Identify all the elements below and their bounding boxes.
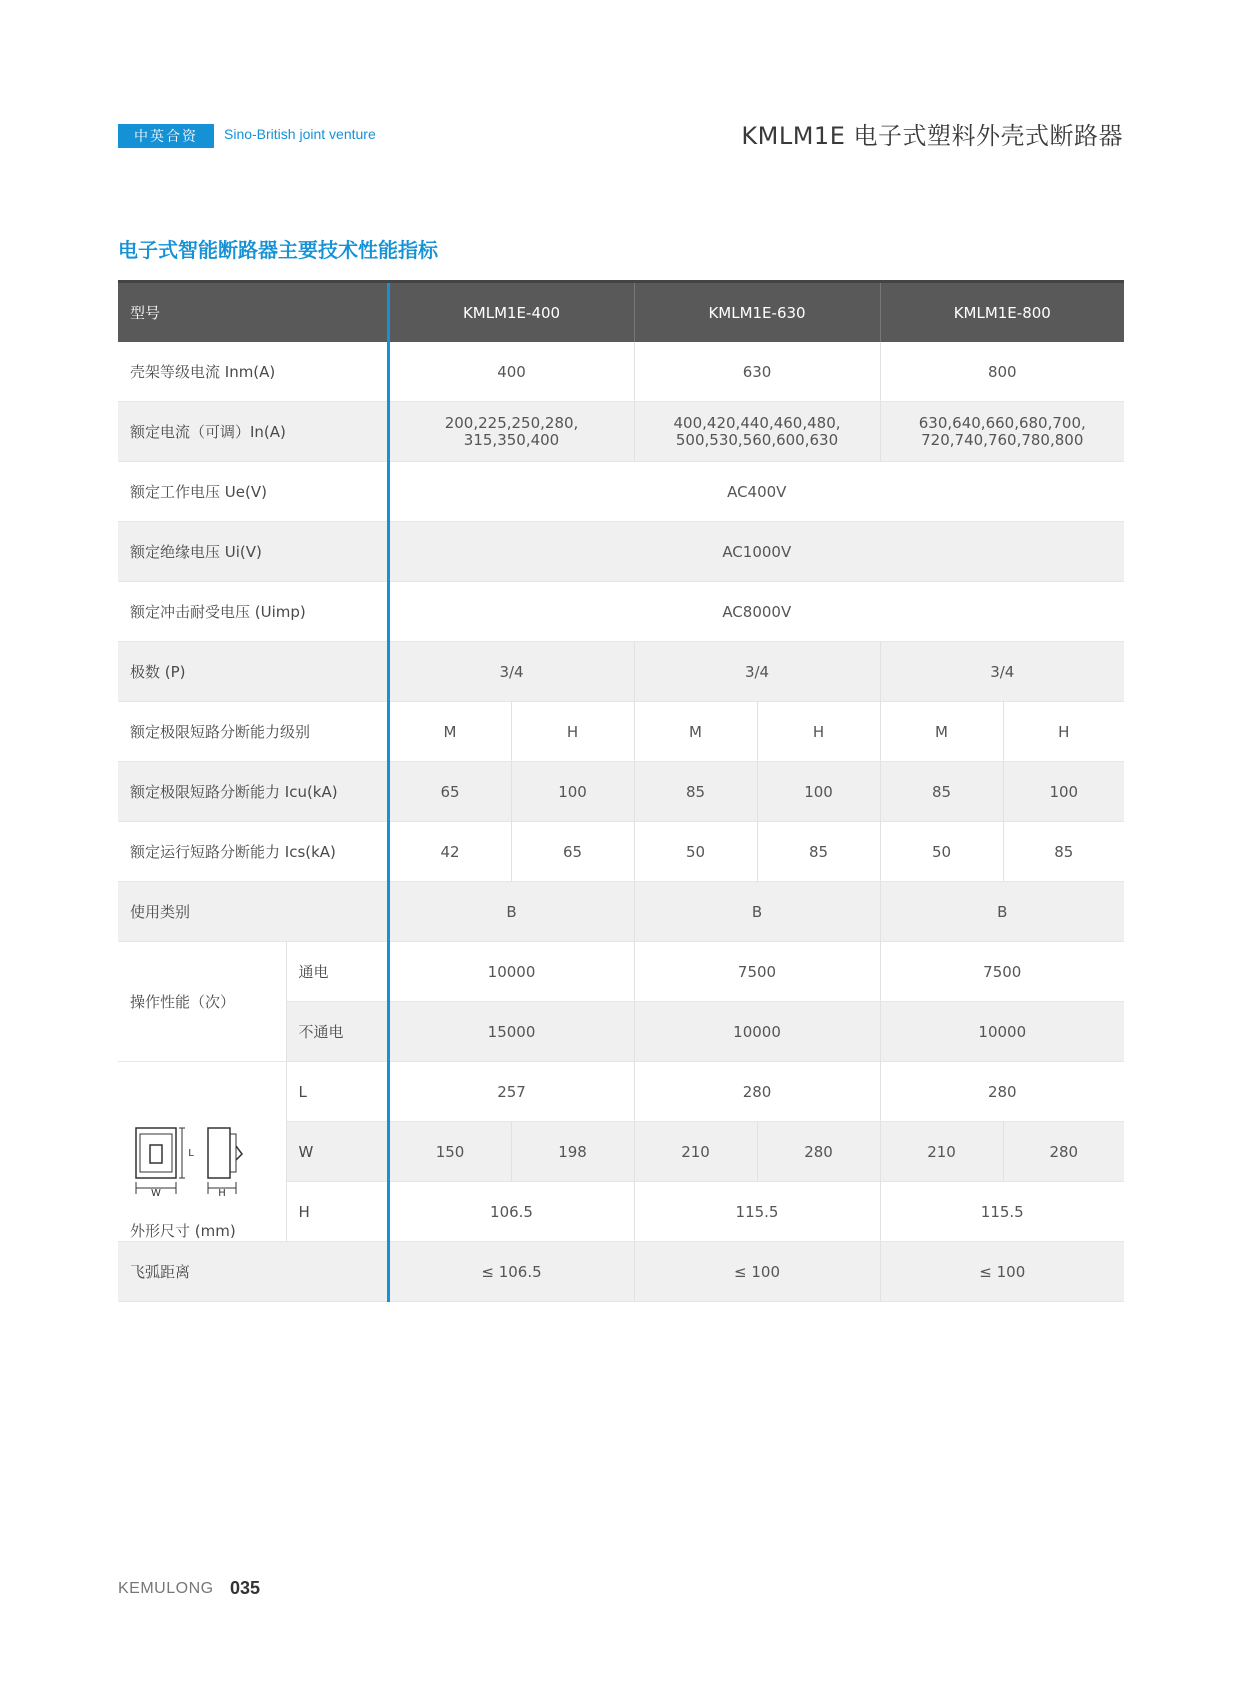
table-row [118, 1242, 1124, 1302]
table-row [118, 1062, 1124, 1122]
cell: 42 [388, 822, 511, 882]
cell: ≤ 100 [880, 1242, 1124, 1302]
cell: H [511, 702, 634, 762]
cell: 280 [634, 1062, 880, 1122]
row-label: 外形尺寸 (mm) [130, 1222, 236, 1240]
cell: 85 [757, 822, 880, 882]
footer-brand: KEMULONG [118, 1580, 214, 1597]
row-label: 极数 (P) [118, 642, 388, 702]
row-label: 额定极限短路分断能力 Icu(kA) [118, 762, 388, 822]
table-row [118, 702, 1124, 762]
table-row [118, 822, 1124, 882]
table-row [118, 522, 1124, 582]
row-label: 额定电流（可调）In(A) [118, 402, 388, 462]
cell: M [634, 702, 757, 762]
cell: 280 [1003, 1122, 1124, 1182]
diagram-h-label: H [218, 1188, 226, 1199]
cell-line: 630,640,660,680,700, [918, 413, 1086, 432]
cell: 65 [388, 762, 511, 822]
cell: ≤ 106.5 [388, 1242, 634, 1302]
diagram-l-label: L [188, 1148, 194, 1159]
table-row [118, 642, 1124, 702]
table-row [118, 402, 1124, 462]
cell: 100 [757, 762, 880, 822]
table-header-row [118, 282, 1124, 343]
cell-line: 400,420,440,460,480, [673, 413, 841, 432]
cell: 7500 [634, 942, 880, 1002]
table-row [118, 582, 1124, 642]
cell: 100 [511, 762, 634, 822]
cell: 106.5 [388, 1182, 634, 1242]
cell: 10000 [634, 1002, 880, 1062]
row-label: 额定绝缘电压 Ui(V) [118, 522, 388, 582]
cell: 280 [880, 1062, 1124, 1122]
cell: 800 [880, 342, 1124, 402]
cell-line: 315,350,400 [463, 430, 560, 449]
diagram-w-label: W [151, 1188, 161, 1199]
breaker-dimension-diagram [130, 1120, 252, 1200]
cell: 100 [1003, 762, 1124, 822]
cell [388, 402, 634, 462]
row-label: 额定运行短路分断能力 Ics(kA) [130, 843, 336, 861]
cell [634, 402, 880, 462]
cell [880, 402, 1124, 462]
row-label: 壳架等级电流 Inm(A) [130, 363, 276, 381]
cell: H [757, 702, 880, 762]
cell: M [880, 702, 1003, 762]
cell-line: 200,225,250,280, [444, 413, 579, 432]
header-model: KMLM1E-800 [880, 282, 1124, 343]
row-label: 额定极限短路分断能力级别 [130, 723, 311, 741]
cell: 10000 [388, 942, 634, 1002]
row-label: 额定冲击耐受电压 (Uimp) [130, 603, 306, 621]
page-number: 035 [230, 1578, 261, 1598]
header-model: KMLM1E-400 [388, 282, 634, 343]
badge: 中英合资 [118, 124, 214, 148]
cell: 210 [634, 1122, 757, 1182]
table-row [118, 882, 1124, 942]
header-model-label: 型号 [118, 282, 388, 343]
cell: 10000 [880, 1002, 1124, 1062]
sub-label: L [286, 1062, 388, 1122]
cell: ≤ 100 [634, 1242, 880, 1302]
cell: 3/4 [388, 642, 634, 702]
cell: 50 [634, 822, 757, 882]
cell: 15000 [388, 1002, 634, 1062]
cell: B [388, 882, 634, 942]
cell: B [880, 882, 1124, 942]
header-model: KMLM1E-630 [634, 282, 880, 343]
cell: 85 [880, 762, 1003, 822]
table-row [118, 342, 1124, 402]
sub-label: 不通电 [286, 1002, 388, 1062]
cell: 400 [388, 342, 634, 402]
cell: 150 [388, 1122, 511, 1182]
cell: 3/4 [880, 642, 1124, 702]
cell: AC400V [388, 462, 1124, 522]
dimensions-cell [118, 1062, 286, 1242]
cell-line: 500,530,560,600,630 [675, 430, 839, 449]
cell: 50 [880, 822, 1003, 882]
table-row [118, 762, 1124, 822]
spec-table [118, 280, 1124, 1302]
sub-label: H [286, 1182, 388, 1242]
section-title: 电子式智能断路器主要技术性能指标 [118, 238, 438, 262]
cell: 257 [388, 1062, 634, 1122]
cell: 65 [511, 822, 634, 882]
cell-line: 720,740,760,780,800 [921, 430, 1084, 449]
cell: AC8000V [388, 582, 1124, 642]
cell: 280 [757, 1122, 880, 1182]
sub-label: W [286, 1122, 388, 1182]
row-label: 操作性能（次） [118, 942, 286, 1062]
cell: 115.5 [880, 1182, 1124, 1242]
row-label: 额定工作电压 Ue(V) [130, 483, 267, 501]
cell: 115.5 [634, 1182, 880, 1242]
cell: 85 [1003, 822, 1124, 882]
cell: M [388, 702, 511, 762]
document-title: KMLM1E 电子式塑料外壳式断路器 [741, 122, 1123, 150]
cell: 198 [511, 1122, 634, 1182]
cell: AC1000V [388, 522, 1124, 582]
cell: 210 [880, 1122, 1003, 1182]
row-label: 使用类别 [118, 882, 388, 942]
badge-subtitle: Sino-British joint venture [224, 126, 376, 142]
cell: B [634, 882, 880, 942]
cell: 630 [634, 342, 880, 402]
table-row [118, 462, 1124, 522]
cell: 85 [634, 762, 757, 822]
sub-label: 通电 [286, 942, 388, 1002]
cell: 3/4 [634, 642, 880, 702]
cell: H [1003, 702, 1124, 762]
cell: 7500 [880, 942, 1124, 1002]
row-label: 飞弧距离 [118, 1242, 388, 1302]
table-row [118, 942, 1124, 1002]
